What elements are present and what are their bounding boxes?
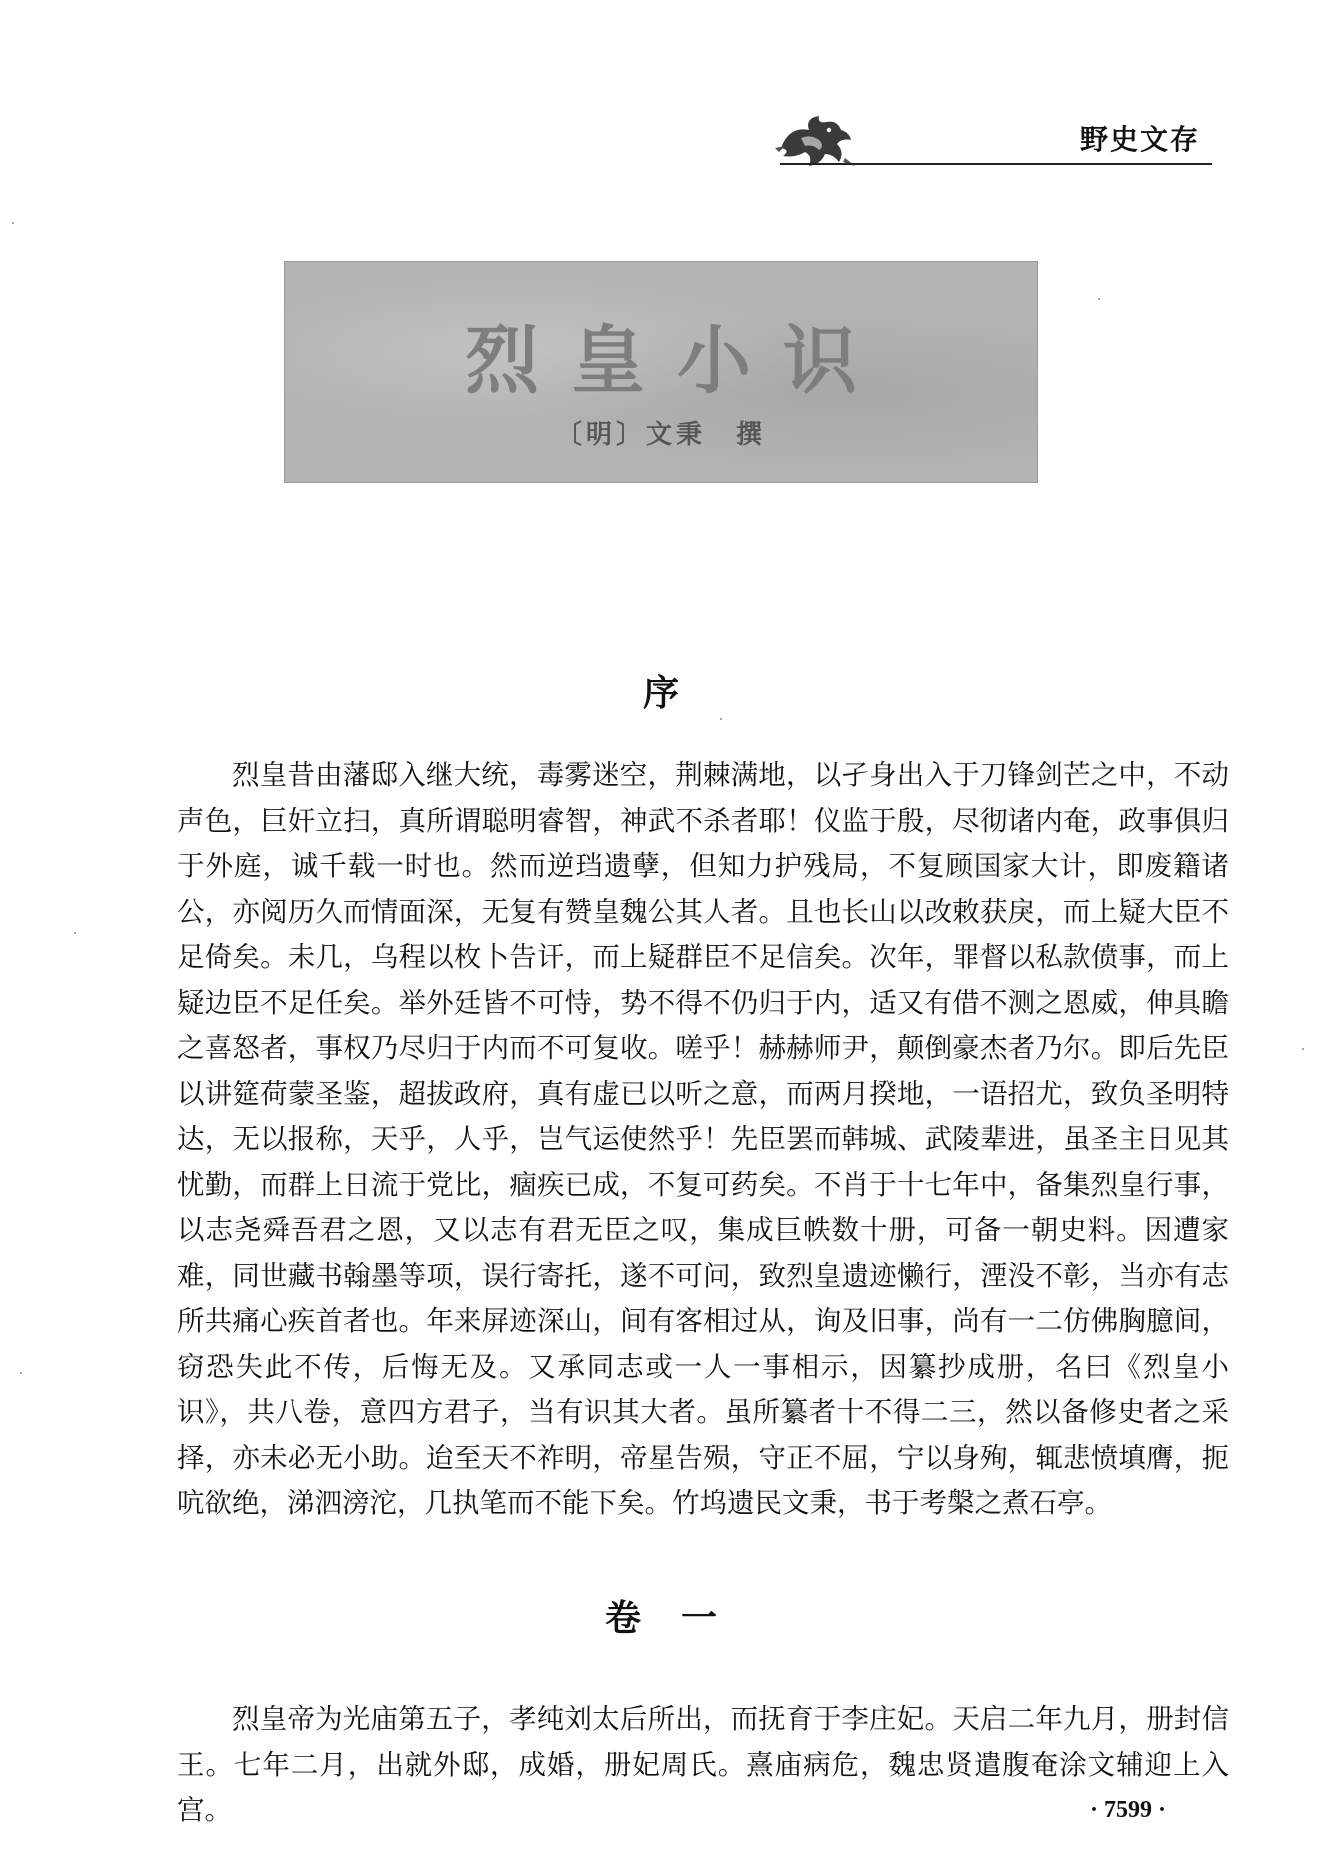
scan-speck [1098, 298, 1100, 300]
series-title: 野史文存 [1080, 123, 1201, 156]
scan-speck [1302, 1048, 1304, 1050]
scan-speck [74, 932, 76, 934]
scan-speck [720, 718, 722, 720]
chapter-paragraph: 烈皇帝为光庙第五子，孝纯刘太后所出，而抚育于李庄妃。天启二年九月，册封信王。七年二月，出就外邸，成婚，册妃周氏。熹庙病危，魏忠贤遣腹奄涂文辅迎上入宫。 [177, 1703, 1229, 1826]
page-number: · 7599 · [1090, 1797, 1167, 1823]
scan-speck [12, 222, 14, 224]
title-banner [284, 261, 1038, 483]
preface-paragraph: 烈皇昔由藩邸入继大统，毒雾迷空，荆棘满地，以孑身出入于刀锋剑芒之中，不动声色，巨奸立扫，真所谓聪明睿智，神武不杀者耶！仪监于殷，尽彻诸内奄，政事俱归于外庭，诚千载一时也。然而逆珰遗孽，但知力护残局，不复顾国家大计，即废籍诸公，亦阅历久而情面深，无复有赞皇魏公其人者。且也长山以改敕获戾，而上疑大臣不足倚矣。未几，乌程以枚卜告讦，而上疑群臣不足信矣。次年，罪督以私款偾事，而上疑边臣不足任矣。举外廷皆不可恃，势不得不仍归于内，适又有借不测之恩威，伸具瞻之喜怒者，事权乃尽归于内而不可复收。嗟乎！赫赫师尹，颠倒豪杰者乃尔。即后先臣以讲筵荷蒙圣鉴，超拔政府，真有虚已以听之意，而两月揆地，一语招尤，致负圣明特达，无以报称，天乎，人乎，岂气运使然乎！先臣罢而韩城、武陵辈进，虽圣主日见其忧勤，而群上日流于党比，痼疾已成，不复可药矣。不肖于十七年中，备集烈皇行事，以志尧舜吾君之恩，又以志有君无臣之叹，集成巨帙数十册，可备一朝史料。因遭家难，同世藏书翰墨等项，误行寄托，遂不可问，致烈皇遗迹懒行，湮没不彰，当亦有志所共痛心疾首者也。年来屏迹深山，间有客相过从，询及旧事，尚有一二仿佛胸臆间，窃恐失此不传，后悔无及。又承同志或一人一事相示，因纂抄成册，名曰《烈皇小识》，共八卷，意四方君子，当有识其大者。虽所纂者十不得二三，然以备修史者之采择，亦未必无小助。迨至天不祚明，帝星告殒，守正不屈，宁以身殉，辄悲愤填膺，扼吭欲绝，涕泗滂沱，几执笔而不能下矣。竹坞遗民文秉，书于考槃之煮石亭。 [177, 759, 1229, 1519]
book-title: 烈皇小识 [465, 318, 889, 404]
chapter-heading: 卷一 [604, 1598, 757, 1639]
scan-speck [20, 1372, 22, 1374]
dragon-emblem-icon [775, 108, 855, 170]
preface-heading: 序 [642, 673, 679, 714]
header-rule [780, 163, 1212, 165]
book-author: 〔明〕文秉 撰 [555, 420, 766, 450]
